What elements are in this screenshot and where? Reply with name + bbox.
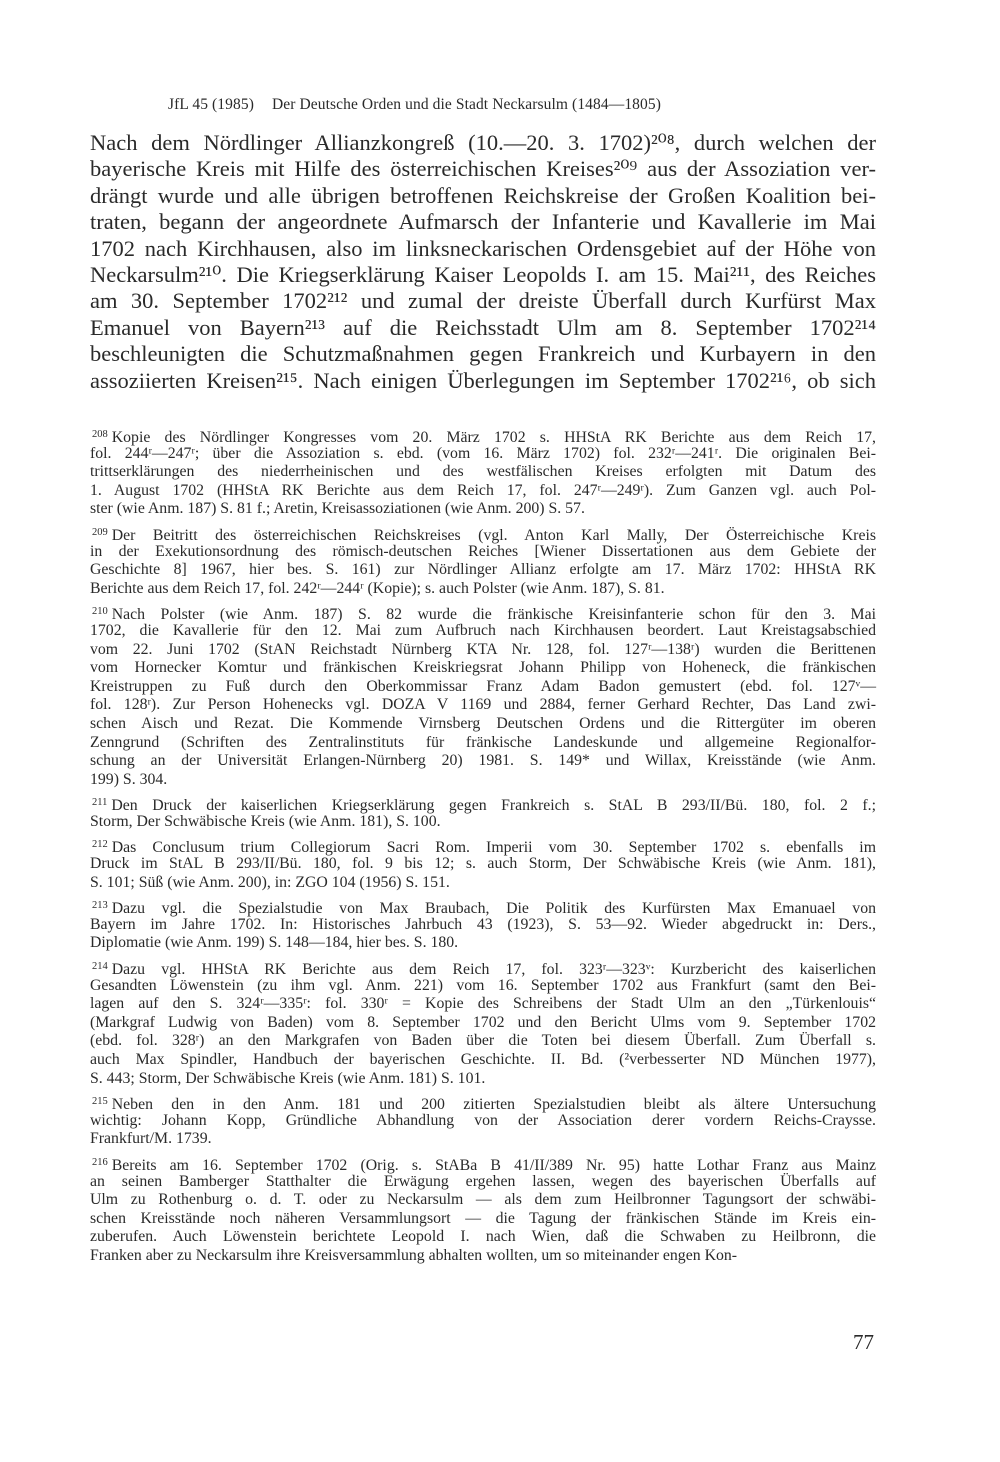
footnote-text: Kreistruppen zu Fuß durch den Oberkommissar Franz Adam Badon gemustert (ebd. fol. 127ᵛ— (90, 677, 876, 695)
body-line: Emanuel von Bayern²¹³ auf die Reichsstadt Ulm am 8. September 1702²¹⁴ (90, 314, 876, 340)
body-line: Nach dem Nördlinger Allianzkongreß (10.—20. 3. 1702)²⁰⁸, durch welchen der (90, 130, 876, 155)
footnote-line (90, 813, 876, 832)
page-number: 77 (853, 1330, 874, 1354)
footnote-text: Geschichte 8] 1967, hier bes. S. 161) zur Nördlinger Allianz erfolgte am 17. März 1702: HHStA RK (90, 561, 876, 579)
footnote-text: S. 101; Süß (wie Anm. 200), in: ZGO 104 (1956) S. 151. (90, 873, 450, 891)
footnote-line (90, 641, 876, 660)
footnote (90, 897, 876, 953)
running-header (168, 96, 661, 114)
footnote-line (90, 543, 876, 562)
footnote-line (90, 916, 876, 935)
footnote-text: vom Hornecker Komtur und fränkischen Kreiskriegsrat Johann Philipp von Hoheneck, die fränkischen (90, 659, 876, 677)
footnote-number: 214 (92, 961, 108, 973)
footnote-line (90, 1051, 876, 1070)
footnote-number: 215 (92, 1096, 108, 1108)
footnote-line (90, 874, 876, 893)
body-line: 1702 nach Kirchhausen, also im linksneckarischen Ordensgebiet auf der Höhe von (90, 235, 876, 261)
footnote-text: 1. August 1702 (HHStA RK Berichte aus dem Reich 17, fol. 247ʳ—249ʳ). Zum Ganzen vgl. auch Pol- (90, 481, 876, 499)
footnote-text: in der Exekutionsordnung des römisch-deutschen Reiches [Wiener Dissertationen aus dem Gebiete der (90, 542, 876, 560)
footnote-line (90, 622, 876, 641)
footnote-text: fol. 244ʳ—247ʳ; über die Assoziation s. ebd. (vom 16. März 1702) fol. 232ʳ—241ʳ. Die originalen Bei- (90, 444, 876, 462)
footnote (90, 524, 876, 598)
footnote-text: Der Beitritt des österreichischen Reichskreises (vgl. Anton Karl Mally, Der Österreichische Kreis (111, 526, 876, 544)
body-line: traten, begann der angeordnete Aufmarsch der Infanterie und Kavallerie im Mai (90, 209, 876, 235)
footnote-text: 199) S. 304. (90, 770, 168, 788)
footnote-number: 213 (92, 900, 108, 912)
footnote-text: (ebd. fol. 328ʳ) an den Markgrafen von Baden über die Toten bei diesem Überfall. Zum Überfall s. (90, 1032, 876, 1050)
footnote-line (90, 958, 876, 977)
footnote-number: 210 (92, 606, 108, 618)
footnote-line (90, 1032, 876, 1051)
footnote-line (90, 603, 876, 622)
footnote-number: 209 (92, 526, 108, 538)
footnote-text: Den Druck der kaiserlichen Kriegserklärung gegen Frankreich s. StAL B 293/II/Bü. 180, fol. 2 f.; (111, 797, 876, 815)
footnote-line (90, 855, 876, 874)
footnote-line (90, 580, 876, 599)
footnote-text: an seinen Bamberger Statthalter die Erwägung ergehen lassen, wegen des bayerischen Überfalls auf (90, 1172, 876, 1190)
footnote-line (90, 1210, 876, 1229)
footnote-number: 211 (92, 797, 108, 809)
footnote-text: vom 22. Juni 1702 (StAN Reichstadt Nürnberg KTA Nr. 128, fol. 127ʳ—138ʳ) wurden die Berittenen (90, 640, 876, 658)
footnote-line (90, 771, 876, 790)
footnote-line (90, 1093, 876, 1112)
footnote-text: Bereits am 16. September 1702 (Orig. s. StABa B 41/II/389 Nr. 95) hatte Lothar Franz aus Mainz (111, 1156, 876, 1174)
footnote-line (90, 561, 876, 580)
footnote-text: Frankfurt/M. 1739. (90, 1130, 212, 1148)
footnote-line (90, 1173, 876, 1192)
footnote-text: Neben den in den Anm. 181 und 200 zitierten Spezialstudien bleibt als ältere Untersuchung (111, 1096, 876, 1114)
footnote-line (90, 482, 876, 501)
footnote-line (90, 524, 876, 543)
footnote-text: Dazu vgl. HHStA RK Berichte aus dem Reich 17, fol. 323ʳ—323ᵛ: Kurzbericht des kaiserlichen (111, 961, 876, 979)
footnote-line (90, 1014, 876, 1033)
footnote-text: Franken aber zu Neckarsulm ihre Kreisversammlung abhalten wollten, um so miteinander engen Kon- (90, 1246, 738, 1264)
footnote-text: wichtig: Johann Kopp, Gründliche Abhandlung von der Association derer vordern Reichs-Craysse. (90, 1111, 876, 1129)
footnote-text: lagen auf den S. 324ʳ—335ʳ: fol. 330ʳ = Kopie des Schreibens der Stadt Ulm an den „Türkenlouis“ (90, 995, 876, 1013)
footnote-text: Dazu vgl. die Spezialstudie von Max Braubach, Die Politik des Kurfürsten Max Emanuael von (111, 900, 876, 918)
footnote-text: Bayern im Jahre 1702. In: Historisches Jahrbuch 43 (1923), S. 53—92. Wieder abgedruckt in: Ders., (90, 915, 876, 933)
footnote-text: Nach Polster (wie Anm. 187) S. 82 wurde die fränkische Kreisinfanterie schon für den 3. Mai (111, 606, 876, 624)
footnote-text: schen Aisch und Rezat. Die Kommende Virnsberg Deutschen Ordens und die Rittergüter im oberen (90, 714, 876, 732)
body-line: assoziierten Kreisen²¹⁵. Nach einigen Überlegungen im September 1702²¹⁶, ob sich (90, 367, 876, 393)
body-line: Neckarsulm²¹⁰. Die Kriegserklärung Kaiser Leopolds I. am 15. Mai²¹¹, des Reiches (90, 261, 876, 287)
body-line: drängt wurde und alle übrigen betroffenen Reichskreise der Großen Koalition bei- (90, 182, 876, 208)
footnote-line (90, 977, 876, 996)
footnote-text: schen Kreisstände noch näheren Versammlungsort — die Tagung der fränkischen Stände im Kreis ein- (90, 1209, 876, 1227)
footnote-line (90, 897, 876, 916)
body-line: am 30. September 1702²¹² und zumal der dreiste Überfall durch Kurfürst Max (90, 288, 876, 314)
footnote (90, 1154, 876, 1266)
main-paragraph (90, 130, 876, 394)
footnote-line (90, 696, 876, 715)
footnote-text: S. 443; Storm, Der Schwäbische Kreis (wie Anm. 181) S. 101. (90, 1069, 486, 1087)
footnote-line (90, 1154, 876, 1173)
footnote-line (90, 734, 876, 753)
footnote-text: ster (wie Anm. 187) S. 81 f.; Aretin, Kreisassoziationen (wie Anm. 200) S. 57. (90, 500, 585, 518)
footnote-text: Diplomatie (wie Anm. 199) S. 148—184, hier bes. S. 180. (90, 934, 459, 952)
footnote-line (90, 1191, 876, 1210)
footnote-text: Druck im StAL B 293/II/Bü. 180, fol. 9 bis 12; s. auch Storm, Der Schwäbische Kreis (wie Anm. 181), (90, 855, 876, 873)
footnote-text: Kopie des Nördlinger Kongresses vom 20. März 1702 s. HHStA RK Berichte aus dem Reich 17, (111, 429, 876, 446)
footnote (90, 1093, 876, 1149)
body-line: bayerische Kreis mit Hilfe des österreichischen Kreises²⁰⁹ aus der Assoziation ver- (90, 156, 876, 182)
article-title: Der Deutsche Orden und die Stadt Neckarsulm (1484—1805) (271, 96, 661, 113)
footnote-line (90, 1070, 876, 1089)
footnote-line (90, 715, 876, 734)
footnote-line (90, 1247, 876, 1266)
footnote-text: zuberufen. Auch Löwenstein berichtete Leopold I. nach Wien, daß die Schwaben zu Heilbronn, die (90, 1228, 876, 1246)
footnote-number: 208 (92, 429, 108, 440)
footnote-text: fol. 128ʳ). Zur Person Hohenecks vgl. DOZA V 1169 und 2884, ferner Gerhard Rechter, Das Land zwi- (90, 696, 876, 714)
footnote-line (90, 463, 876, 482)
footnote-text: auch Max Spindler, Handbuch der bayerischen Geschichte. II. Bd. (²verbesserter ND München 1977), (90, 1051, 876, 1068)
footnote-line (90, 1228, 876, 1247)
footnote-line (90, 995, 876, 1014)
journal-citation: JfL 45 (1985) (168, 96, 254, 113)
footnote (90, 794, 876, 831)
footnote-line (90, 445, 876, 464)
footnote (90, 426, 876, 519)
footnote (90, 603, 876, 789)
footnote-text: Storm, Der Schwäbische Kreis (wie Anm. 181), S. 100. (90, 812, 441, 830)
footnote-number: 216 (92, 1156, 108, 1168)
footnote-line (90, 836, 876, 855)
footnote-text: Das Conclusum trium Collegiorum Sacri Rom. Imperii vom 30. September 1702 s. ebenfalls im (111, 839, 876, 857)
footnote-line (90, 794, 876, 813)
footnote (90, 836, 876, 892)
footnote-text: trittserklärungen des niederrheinischen und des westfälischen Kreises erfolgten mit Datum des (90, 463, 876, 481)
footnote-text: (Markgraf Ludwig von Baden) vom 8. September 1702 und den Bericht Ulms vom 9. September 1702 (90, 1013, 876, 1031)
footnote-line (90, 752, 876, 771)
footnote-line (90, 678, 876, 697)
footnote-text: 1702, die Kavallerie für den 12. Mai zum Aufbruch nach Kirchhausen beordert. Laut Kreistagsabschied (90, 621, 876, 639)
footnote-line (90, 659, 876, 678)
footnote-text: Zenngrund (Schriften des Zentralinstituts für fränkische Landeskunde und allgemeine Regionalfor- (90, 733, 876, 751)
footnote-text: Gesandten Löwenstein (zu ihm vgl. Anm. 221) vom 16. September 1702 aus Frankfurt (samt den Bei- (90, 976, 876, 994)
footnote-line (90, 1130, 876, 1149)
footnotes-section (90, 426, 876, 1271)
footnote-text: Ulm zu Rothenburg o. d. T. oder zu Neckarsulm — als dem zum Heilbronner Tagungsort der schwäbi- (90, 1191, 876, 1209)
footnote-text: Berichte aus dem Reich 17, fol. 242ʳ—244ʳ (Kopie); s. auch Polster (wie Anm. 187), S. 81. (90, 579, 665, 597)
footnote (90, 958, 876, 1088)
footnote-line (90, 500, 876, 519)
footnote-text: schung an der Universität Erlangen-Nürnberg 20) 1981. S. 149* und Willax, Kreisstände (wie Anm. (90, 752, 876, 770)
footnote-line (90, 426, 876, 445)
footnote-line (90, 1112, 876, 1131)
footnote-line (90, 934, 876, 953)
footnote-number: 212 (92, 839, 108, 851)
body-line: beschleunigten die Schutzmaßnahmen gegen Frankreich und Kurbayern in den (90, 341, 876, 367)
